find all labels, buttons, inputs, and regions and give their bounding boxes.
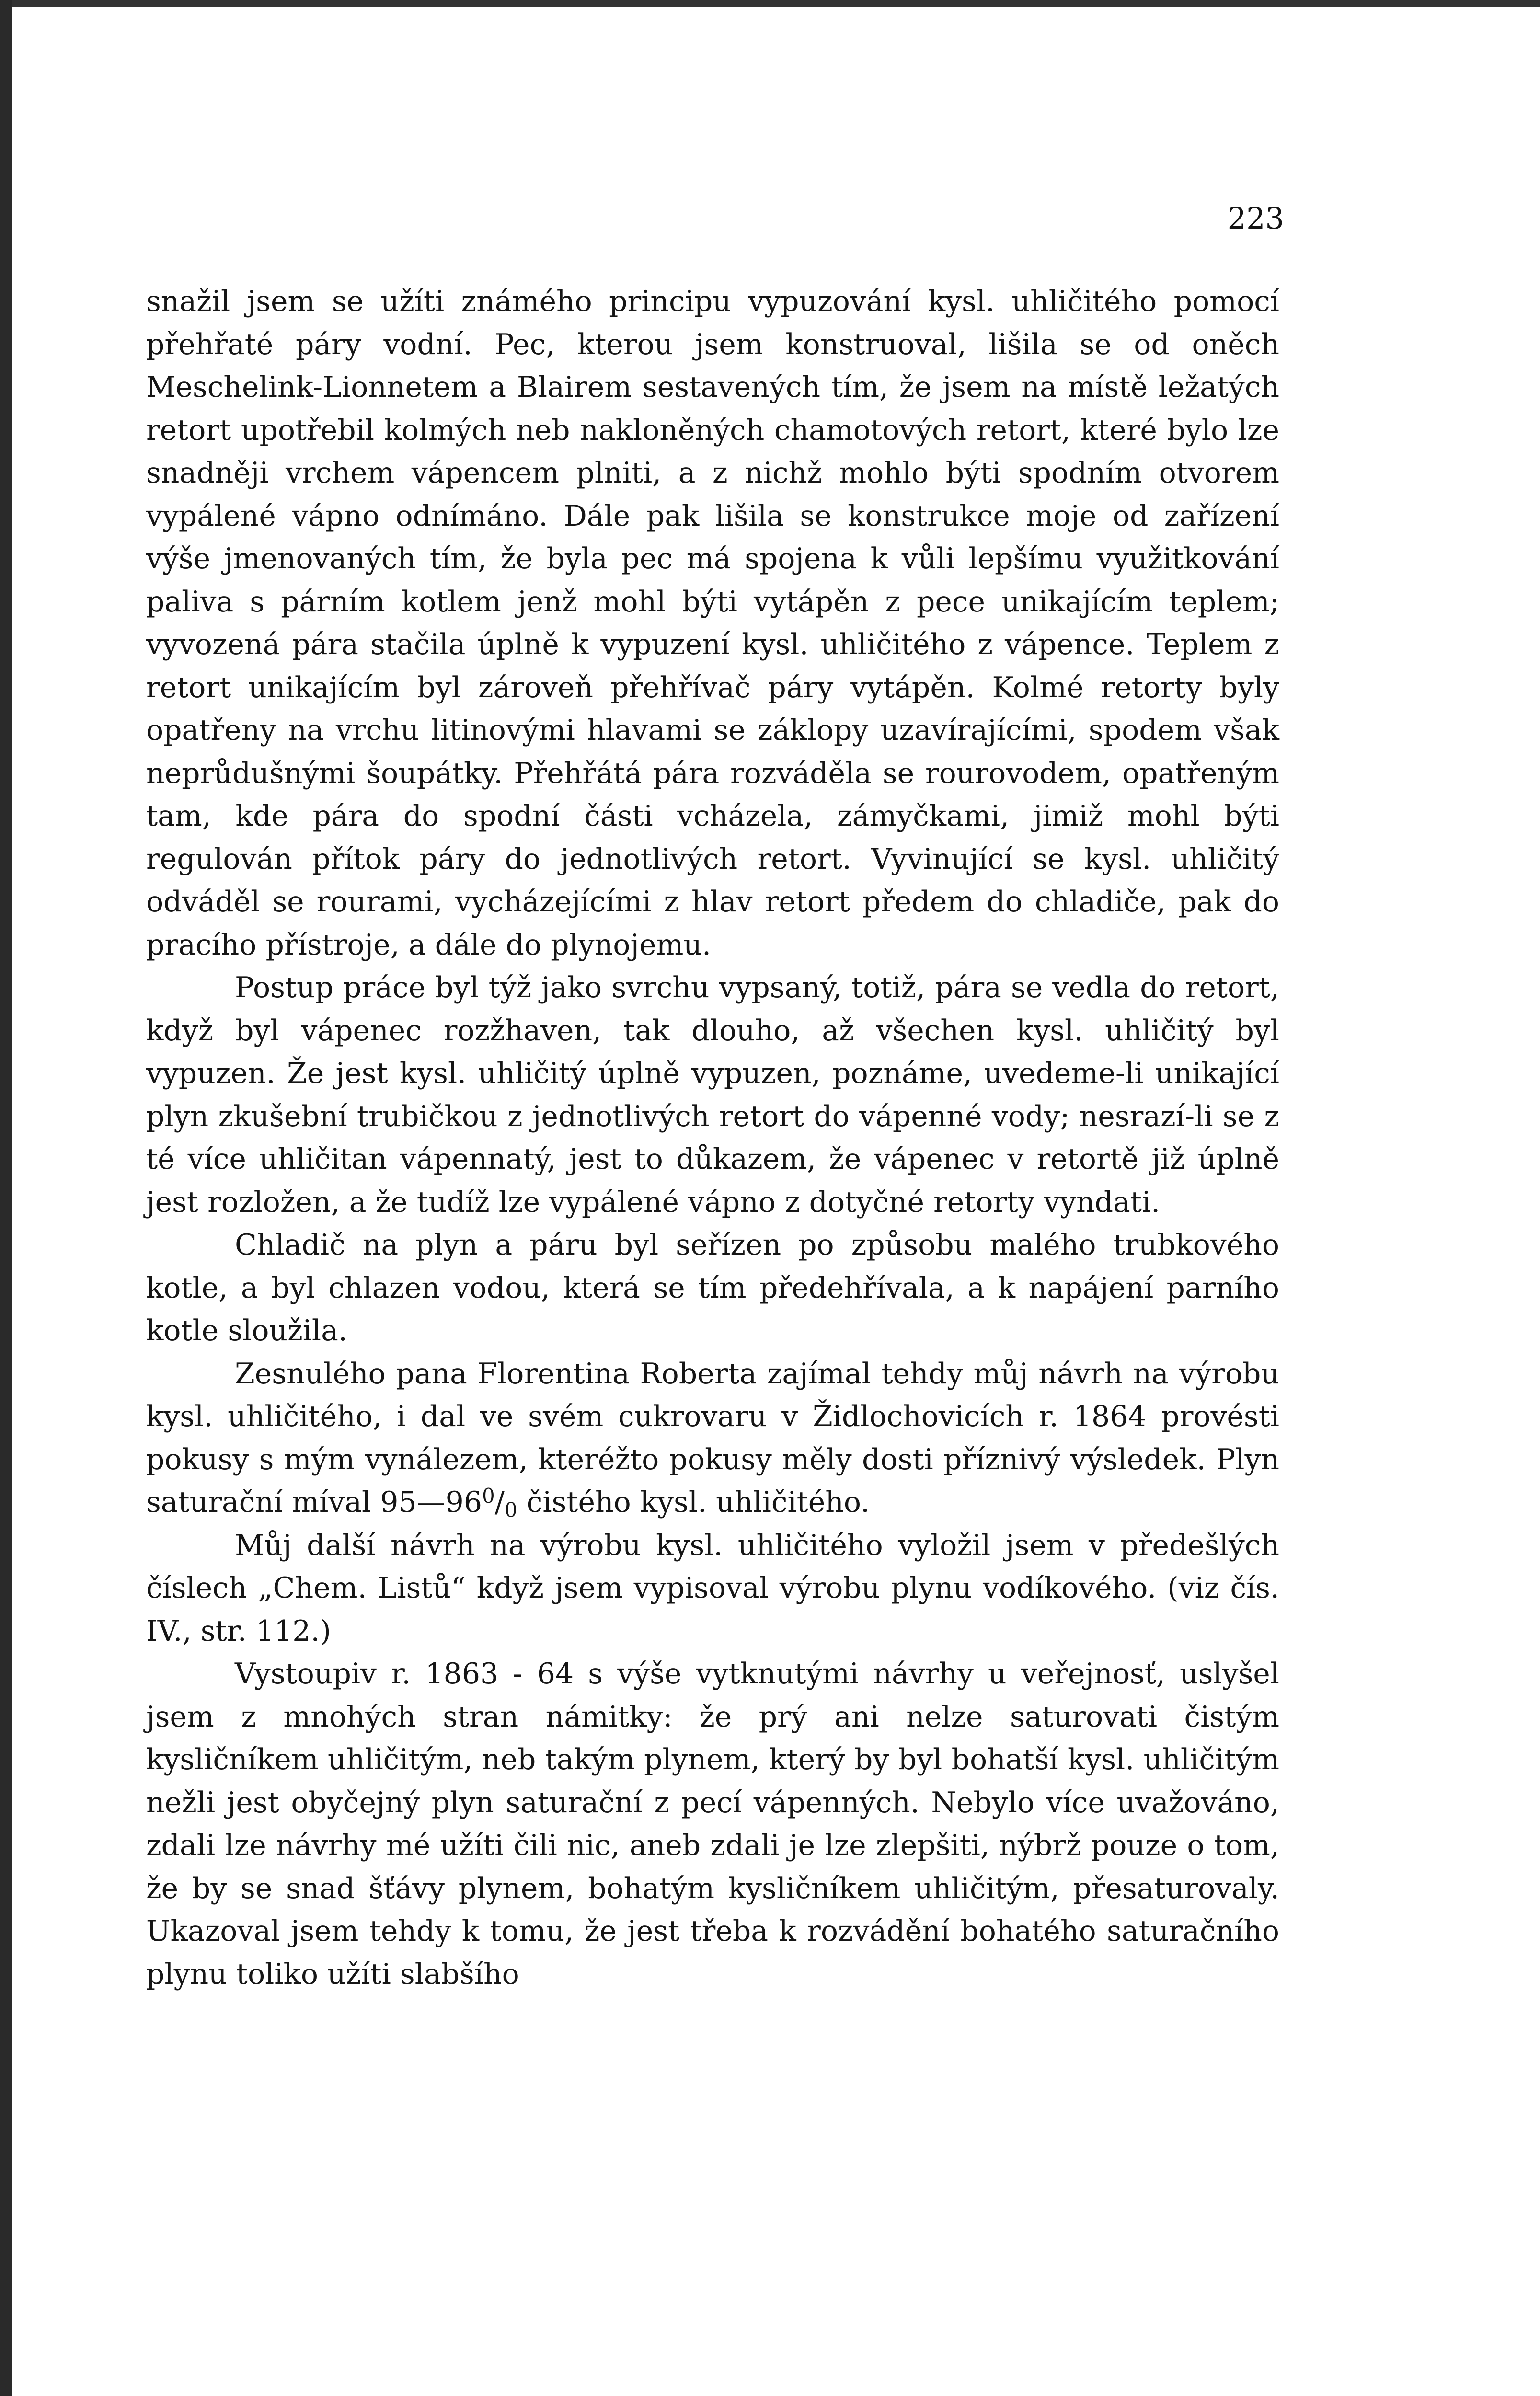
paragraph-3: Chladič na plyn a páru byl seřízen po způsobu malého trubkového kotle, a byl chlazen vodou, která se tím předehřívala, a k napájení parního kotle sloužila. bbox=[146, 1228, 1279, 1348]
percent-sign-top: 0 bbox=[482, 1484, 495, 1508]
paragraph-4 bbox=[146, 1353, 1279, 1524]
percent-sign-bottom: 0 bbox=[504, 1498, 517, 1522]
scan-border-left bbox=[0, 0, 12, 2396]
body-text bbox=[146, 280, 1279, 1996]
paragraph-6: Vystoupiv r. 1863 - 64 s výše vytknutými návrhy u veřejnosť, uslyšel jsem z mnohých stran námitky: že prý ani nelze saturovati čistým kysličníkem uhličitým, neb takým plynem, který by byl bohatší kysl. uhličitým nežli jest obyčejný plyn saturační z pecí vápenných. Nebylo více uvažováno, zdali lze návrhy mé užíti čili nic, aneb zdali je lze zlepšiti, nýbrž pouze o tom, že by se snad šťávy plynem, bohatým kysličníkem uhličitým, přesaturovaly. Ukazoval jsem tehdy k tomu, že jest třeba k rozvádění bohatého saturačního plynu toliko užíti slabšího bbox=[146, 1657, 1279, 1991]
percent-sign-slash: / bbox=[494, 1486, 505, 1519]
paragraph-1: snažil jsem se užíti známého principu vypuzování kysl. uhličitého pomocí přehřaté páry vodní. Pec, kterou jsem konstruoval, lišila se od oněch Meschelink-Lionnetem a Blairem sestavených tím, že jsem na místě ležatých retort upotřebil kolmých neb nakloněných chamotových retort, které bylo lze snadněji vrchem vápencem plniti, a z nichž mohlo býti spodním otvorem vypálené vápno odnímáno. Dále pak lišila se konstrukce moje od zařízení výše jmenovaných tím, že byla pec má spojena k vůli lepšímu využitkování paliva s párním kotlem jenž mohl býti vytápěn z pece unikajícím teplem; vyvozená pára stačila úplně k vypuzení kysl. uhličitého z vápence. Teplem z retort unikajícím byl zároveň přehřívač páry vytápěn. Kolmé retorty byly opatřeny na vrchu litinovými hlavami se záklopy uzavírajícími, spodem však neprůdušnými šoupátky. Přehřátá pára rozváděla se rourovodem, opatřeným tam, kde pára do spodní části vcházela, zámyčkami, jimiž mohl býti regulován přítok páry do jednotlivých retort. Vyvinující se kysl. uhličitý odváděl se rourami, vycházejícími z hlav retort předem do chladiče, pak do pracího přístroje, a dále do plynojemu. bbox=[146, 285, 1279, 962]
paragraph-2: Postup práce byl týž jako svrchu vypsaný, totiž, pára se vedla do retort, když byl vápenec rozžhaven, tak dlouho, až všechen kysl. uhličitý byl vypuzen. Že jest kysl. uhličitý úplně vypuzen, poznáme, uvedeme-li unikající plyn zkušební trubičkou z jednotlivých retort do vápenné vody; nesrazí-li se z té více uhličitan vápennatý, jest to důkazem, že vápenec v retortě již úplně jest rozložen, a že tudíž lze vypálené vápno z dotyčné retorty vyndati. bbox=[146, 971, 1279, 1219]
scan-border-top bbox=[12, 0, 1540, 7]
paragraph-4-text-after: čistého kysl. uhličitého. bbox=[517, 1486, 870, 1519]
paragraph-5: Můj další návrh na výrobu kysl. uhličitého vyložil jsem v předešlých číslech „Chem. Listů“ když jsem vypisoval výrobu plynu vodíkového. (viz čís. IV., str. 112.) bbox=[146, 1528, 1279, 1648]
paragraph-4-text-before: Zesnulého pana Florentina Roberta zajímal tehdy můj návrh na výrobu kysl. uhličitého, i dal ve svém cukrovaru v Židlochovicích r. 1864 provésti pokusy s mým vynálezem, kteréžto pokusy měly dosti příznivý výsledek. Plyn saturační míval 95—96 bbox=[146, 1357, 1279, 1519]
page-number: 223 bbox=[1227, 201, 1284, 236]
